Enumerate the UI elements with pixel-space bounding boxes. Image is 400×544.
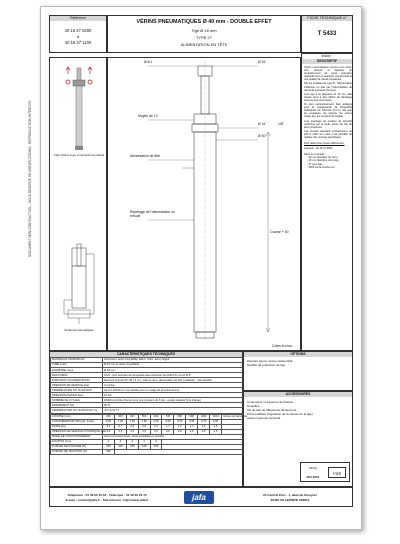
afaq-label: AFAQ bbox=[308, 466, 317, 470]
spec-label: FIXATION (mm) bbox=[51, 439, 103, 444]
specs-grid-table bbox=[50, 414, 248, 455]
reference-to: 40 16 27 1100 bbox=[64, 40, 92, 45]
label-d40: Ø 40 bbox=[258, 134, 266, 138]
cylinder-photo bbox=[56, 66, 102, 154]
descriptif-pos-title: Pour déterminer toutes différences: bbox=[304, 142, 345, 146]
vds-logo: VdS bbox=[328, 467, 346, 478]
spec-value: G1/8 - joint tournant de composite avec bouchon de finition 8 x 6 sur Ø 8 bbox=[103, 373, 244, 378]
descriptif-paragraph: Vérins pneumatiques conçus pour lever, tirer, pousser et déplacer en remplacement de toute opération manuelle tout en assurant une sécurité et une qualité de travail constantes. bbox=[304, 66, 352, 82]
spec-label: DIAMÈTRE corps bbox=[51, 368, 103, 373]
reference-box bbox=[49, 15, 107, 53]
spec-label: TUBE corps bbox=[51, 363, 103, 368]
label-d8: Ø 8,1 bbox=[144, 60, 153, 64]
cylinder-drawing bbox=[108, 58, 302, 352]
fiche-label: FICHE TECHNIQUE n° bbox=[302, 16, 352, 21]
descriptif-sens-item: - 27 type tige, bbox=[307, 162, 323, 166]
spec-value: Raccord tournant Ø 1/8 x 6 mm, situé à vérin, alimentation de tête (maillette) - tube flexible bbox=[103, 378, 244, 383]
specs-table bbox=[50, 357, 244, 414]
spec-label: MATÉRIAUX PRINCIPAUX bbox=[51, 358, 103, 363]
footer-email: E-mail : contact@jafa.fr - Site internet : http://www.jafa.fr bbox=[65, 498, 149, 502]
reference-label: Référence bbox=[50, 16, 106, 21]
grid-cell: 2,6 bbox=[150, 429, 162, 434]
spec-value: 90 % bbox=[103, 403, 244, 408]
grid-cell: 4 bbox=[114, 439, 126, 444]
accessories-item: Connecteur et équerres de fixation. bbox=[247, 400, 294, 404]
grid-cell: 3,35 bbox=[186, 419, 198, 424]
grid-cell: 1,95 bbox=[138, 419, 150, 424]
grid-cell: 2,6 bbox=[138, 429, 150, 434]
accessories-item: Porte-outillées (régulation de la vitesse de la tige). bbox=[247, 412, 314, 416]
title-box bbox=[107, 15, 301, 53]
spec-label: TEMPÉRATURE D'UTILISATION bbox=[51, 388, 103, 393]
grid-cell: 900 bbox=[186, 414, 198, 419]
spec-label: COURSE (mm) bbox=[51, 414, 103, 419]
reference-from: 40 16 27 0200 bbox=[64, 28, 92, 33]
spec-value: Ø 40 mm bbox=[103, 368, 244, 373]
descriptif-body bbox=[304, 66, 352, 169]
grid-cell: 1,5 bbox=[210, 424, 222, 429]
grid-cell: 2,30 bbox=[150, 419, 162, 424]
grid-cell: 600 bbox=[150, 414, 162, 419]
accessories-item: Coquilles. bbox=[247, 404, 261, 408]
grid-cell: 440 bbox=[150, 444, 162, 449]
grid-cell: 300 bbox=[114, 414, 126, 419]
accessories-item: Vis de tête de différentes dimensions. bbox=[247, 408, 297, 412]
grid-tail: Autres sur demande bbox=[223, 414, 248, 418]
grid-cell: 1,0 bbox=[150, 424, 162, 429]
options-item: Peinture époxy, autres teintes RAL. bbox=[247, 359, 294, 363]
grid-empty bbox=[114, 449, 243, 454]
descriptif-title: DESCRIPTIF bbox=[302, 59, 352, 64]
grid-cell: 440 bbox=[138, 444, 150, 449]
spec-label: FORCES DE TRACTION (N) bbox=[51, 449, 103, 454]
grid-cell: 2,6 bbox=[103, 429, 115, 434]
spec-value: Ø 16 mm en acier inoxydable bbox=[103, 363, 244, 368]
descriptif-paragraph: Leur avantage de position de sécurité s'effectue par la seule action de l'air de leurs chambres. bbox=[304, 119, 352, 129]
spec-label: POIDS (kg) bbox=[51, 424, 103, 429]
grid-cell: 0,8 bbox=[126, 424, 138, 429]
descriptif-panel bbox=[301, 53, 353, 351]
grid-cell: 440 bbox=[103, 444, 115, 449]
pneumatic-diagram bbox=[58, 244, 100, 324]
grid-cell: 2,6 bbox=[186, 429, 198, 434]
spec-value: -5°C à 60 °C bbox=[103, 408, 244, 413]
grid-cell: 0,7 bbox=[114, 424, 126, 429]
grid-cell: 2,6 bbox=[162, 429, 174, 434]
grid-cell: 4 bbox=[103, 439, 115, 444]
descriptif-paragraph: Ils sont particulièrement bien adaptés pour la maintenance de Dispositifs Individuels de Sécurité (D.I.S.) tels que les soupapes, les clapets, les portes coupe-feu, les ouvrants de façade. bbox=[304, 103, 352, 119]
grid-cell: 4,05 bbox=[210, 419, 222, 424]
grid-cell: 700 bbox=[162, 414, 174, 419]
label-marking: Repérage de l'alimentation ou refoule bbox=[130, 210, 175, 218]
spec-label: CONSOMMATION (Nl/cycle, 6 bar) bbox=[51, 419, 103, 424]
options-panel bbox=[243, 351, 353, 391]
grid-cell: 2,6 bbox=[174, 429, 186, 434]
grid-cell: 400 bbox=[126, 414, 138, 419]
spec-label: FORCES DE POUSSÉE (N) bbox=[51, 444, 103, 449]
options-item: Soufflet de protection de tige. bbox=[247, 363, 286, 367]
grid-cell: 2,6 bbox=[126, 429, 138, 434]
grid-cell: 3,00 bbox=[174, 419, 186, 424]
indice-label: indice : bbox=[321, 54, 333, 58]
grid-cell: 1,4 bbox=[198, 424, 210, 429]
diagram-caption: Schéma pneumatique bbox=[64, 328, 94, 332]
grid-cell: 440 bbox=[126, 444, 138, 449]
grid-cell: 4 bbox=[138, 439, 150, 444]
spec-label: MODE DE FONCTIONNEMENT bbox=[51, 434, 103, 439]
grid-cell: 330 bbox=[103, 449, 115, 454]
page-title: VÉRINS PNEUMATIQUES Ø 40 mm - DOUBLE EFFET bbox=[136, 19, 272, 25]
footer-phone: Téléphone : 01 48 60 10 53 - Télécopie : 01 48 60 26 73 bbox=[67, 493, 147, 497]
grid-cell: 2,6 bbox=[198, 429, 210, 434]
descriptif-paragraph: Leur tige à un diamètre de 16 mm. Elle résiste ainsi à des efforts de flambage souvent plus importants. bbox=[304, 92, 352, 102]
footer-address-2: 93420 VILLEPINTE CEDEX bbox=[270, 498, 310, 502]
grid-cell: 4 bbox=[150, 439, 162, 444]
grid-cell: 440 bbox=[114, 444, 126, 449]
spec-label: RENDEMENT (%) bbox=[51, 403, 103, 408]
specs-title: CARACTÉRISTIQUES TECHNIQUES bbox=[50, 352, 242, 357]
grid-cell: 1,60 bbox=[126, 419, 138, 424]
grid-cell: 1100 bbox=[210, 414, 222, 419]
label-course: Course + 60 bbox=[270, 230, 289, 234]
accessories-panel bbox=[243, 391, 353, 487]
descriptif-sens-item: - 16 mm diamètre de la tige, bbox=[307, 159, 340, 163]
label-d16-top: Ø 16 bbox=[258, 60, 266, 64]
quality-box bbox=[300, 462, 350, 482]
subtitle-rod: Tige Ø 16 mm bbox=[191, 28, 217, 33]
label-feed: Alimentation de tête bbox=[130, 154, 160, 158]
label-hub: Moyeu de 13 bbox=[138, 114, 158, 118]
grid-cell: 0,9 bbox=[138, 424, 150, 429]
options-title: OPTIONS bbox=[244, 352, 352, 357]
table-row bbox=[51, 449, 244, 454]
grid-cell: 2,6 bbox=[210, 429, 222, 434]
spec-label: PRESSION DE SERVICE DYNAMIQUE (bar) bbox=[52, 430, 107, 434]
spec-value: 10 bar bbox=[103, 393, 244, 398]
subtitle-type: TYPE 27 bbox=[195, 35, 212, 40]
descriptif-sens-item: - 40 mm diamètre du vérin, bbox=[307, 156, 338, 160]
grid-cell: 0,90 bbox=[103, 419, 115, 424]
footer-address-1: 24 Central Parc - 1, allée du Songrier bbox=[263, 493, 317, 497]
descriptif-sens-title: Dans ce exemple : bbox=[304, 153, 326, 157]
grid-cell: 0,6 bbox=[103, 424, 115, 429]
fiche-box bbox=[301, 15, 353, 53]
grid-cell: 1,1 bbox=[162, 424, 174, 429]
accessories-title: ACCESSOIRES bbox=[244, 392, 352, 397]
footer bbox=[49, 487, 353, 507]
drawing-area bbox=[107, 57, 301, 351]
grid-cell: 2,65 bbox=[162, 419, 174, 424]
grid-cell: 4 bbox=[126, 439, 138, 444]
spec-value: 10000 (contrôle d'usure pour une pression de 6 bar - essais réalisés hors charge) bbox=[103, 398, 244, 403]
label-d16: Ø 16 bbox=[258, 122, 266, 126]
grid-cell: 2,6 bbox=[114, 429, 126, 434]
grid-cell: 1,2 bbox=[174, 424, 186, 429]
descriptif-example: exemple : 40 16 27 0600 bbox=[304, 147, 333, 151]
grid-cell: 1000 bbox=[198, 414, 210, 419]
table-row bbox=[51, 408, 244, 413]
grid-cell: 1,25 bbox=[114, 419, 126, 424]
spec-label: RACCORDS bbox=[51, 373, 103, 378]
side-disclaimer: DOCUMENT NON CONTRACTUEL - SOUS RÉSERVE DE MODIFICATIONS - REPRODUCTION INTERDITE bbox=[28, 100, 32, 257]
descriptif-paragraph: Sur les modèles de type 27, l'alimentation s'effectue en tête par l'intermédiaire de raccords tournants (bornes). bbox=[304, 82, 352, 92]
spec-label: DISPOSITIF D'ALIMENTATION bbox=[51, 378, 103, 383]
spec-label: NOMBRE DE CYCLES bbox=[51, 398, 103, 403]
accessories-item: Autres types de raccords. bbox=[247, 416, 282, 420]
grid-cell: 500 bbox=[138, 414, 150, 419]
iso-label: ISO 9001 bbox=[306, 475, 320, 479]
reference-separator: à bbox=[76, 34, 80, 39]
photo-caption: Vérin fixant avec 2 raccords tournants bbox=[53, 153, 105, 157]
label-units: Cotes en mm bbox=[272, 344, 293, 348]
spec-value: 2 à 6 bar bbox=[103, 383, 244, 388]
descriptif-paragraph: Les courses standard s'échelonnent de 200 à 1100 mm mais il est possible de réaliser des courses spécifiques. bbox=[304, 129, 352, 139]
technical-sheet bbox=[28, 6, 362, 530]
specs-panel bbox=[49, 351, 248, 487]
descriptif-sens-item: - 0600 est la course mm. bbox=[307, 165, 336, 169]
spec-value: Aluminium, acier inoxydable, laiton, nylon, acier zingué bbox=[103, 358, 244, 363]
spec-value: Air sec lubrifié ou non lubrifié pour un usage de fonctionnement bbox=[103, 388, 244, 393]
grid-text: Avec la fonction fixant, sortie souhaitée en position bbox=[103, 434, 244, 439]
fiche-number: T 5433 bbox=[317, 31, 337, 37]
subtitle-feed: ALIMENTATION EN TÊTE bbox=[180, 42, 228, 47]
grid-cell: 200 bbox=[103, 414, 115, 419]
logo-text: jafa bbox=[192, 493, 206, 502]
label-thread: 1/8" bbox=[278, 122, 284, 126]
spec-label: TEMPÉRATURE D'UTILISATION (°C) bbox=[51, 408, 103, 413]
grid-cell: 3,70 bbox=[198, 419, 210, 424]
spec-label: PRESSION D'ESSAI (bar) bbox=[51, 393, 103, 398]
spec-label: PRESSION DE SERVICE (bar) bbox=[51, 383, 103, 388]
company-logo bbox=[184, 491, 214, 504]
left-panel bbox=[49, 57, 107, 351]
grid-cell: 1,3 bbox=[186, 424, 198, 429]
grid-cell: 800 bbox=[174, 414, 186, 419]
